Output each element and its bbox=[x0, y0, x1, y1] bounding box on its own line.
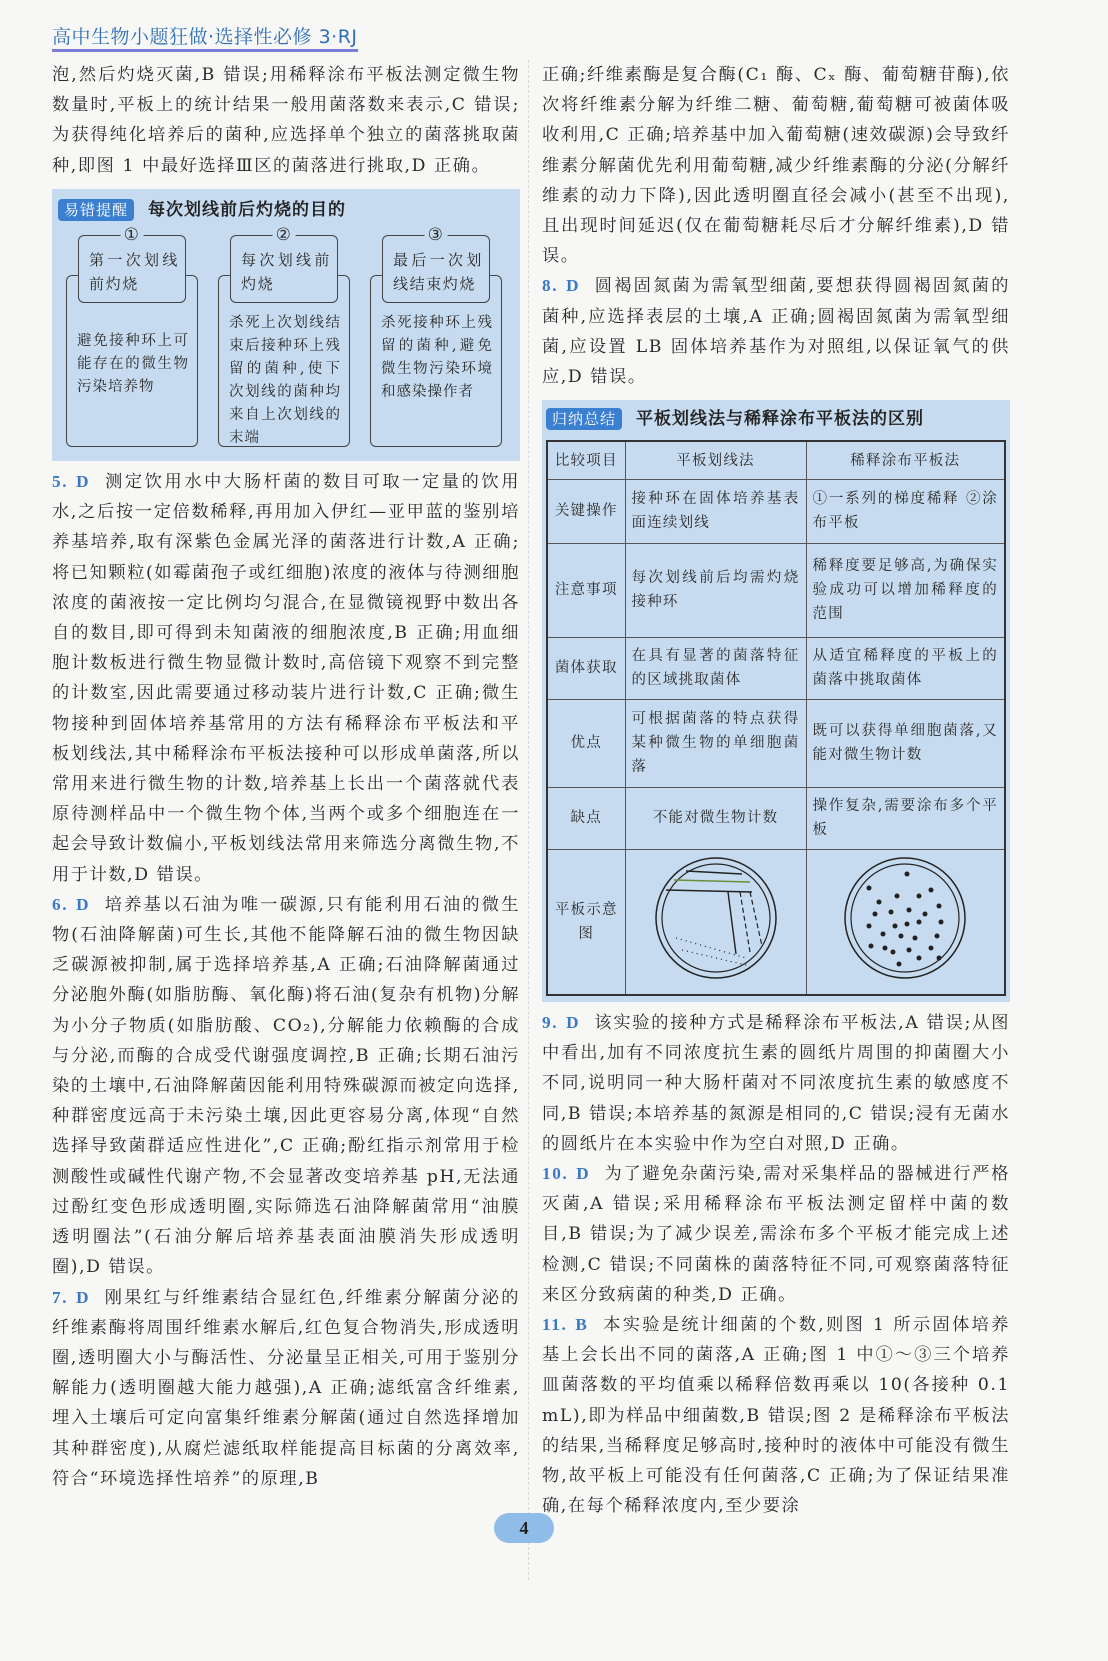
spread-plate-icon bbox=[835, 854, 975, 982]
table-cell: 关键操作 bbox=[547, 479, 625, 543]
step-card bbox=[66, 225, 198, 447]
step-description: 杀死接种环上残留的菌种,避免微生物污染环境和感染操作者 bbox=[370, 275, 502, 447]
table-cell: 注意事项 bbox=[547, 543, 625, 637]
page-number: 4 bbox=[494, 1513, 554, 1543]
table-cell: 平板示意图 bbox=[547, 849, 625, 995]
step-number: ① bbox=[121, 225, 144, 245]
left-column bbox=[52, 60, 520, 1494]
answer-9 bbox=[542, 1008, 1010, 1159]
answer-text: 本实验是统计细菌的个数,则图 1 所示固体培养基上会长出不同的菌落,A 正确;图 1 中①～③三个培养皿菌落数的平均值乘以稀释倍数再乘以 10(各接种 0.1 mL),即为样品中细菌数,B 错误;图 2 是稀释涂布平板法的结果,当稀释度足够高时,接种时的液体中可能没有微生物,故平板上可能没有任何菌落,C 正确;为了保证结果准确,在每个稀释浓度内,至少要涂 bbox=[542, 1314, 1010, 1517]
table-cell: 菌体获取 bbox=[547, 637, 625, 699]
flame-steps bbox=[58, 225, 510, 447]
table-cell: ①一系列的梯度稀释 ②涂布平板 bbox=[806, 479, 1005, 543]
answer-10 bbox=[542, 1159, 1010, 1310]
tip-box bbox=[52, 189, 520, 461]
step-number: ② bbox=[273, 225, 296, 245]
table-cell: 操作复杂,需要涂布多个平板 bbox=[806, 787, 1005, 849]
question-number: 8. D bbox=[542, 276, 581, 296]
answer-7 bbox=[52, 1283, 520, 1494]
question-number: 6. D bbox=[52, 894, 91, 914]
answer-text: 该实验的接种方式是稀释涂布平板法,A 错误;从图中看出,加有不同浓度抗生素的圆纸片周围的抑菌圈大小不同,说明同一种大肠杆菌对不同浓度抗生素的敏感度不同,B 错误;本培养基的氮源是相同的,C 错误;浸有无菌水的圆纸片在本实验中作为空白对照,D 正确。 bbox=[542, 1012, 1010, 1154]
table-header: 比较项目 bbox=[547, 441, 625, 479]
table-cell: 每次划线前后均需灼烧接种环 bbox=[625, 543, 806, 637]
answer-text: 刚果红与纤维素结合显红色,纤维素分解菌分泌的纤维素酶将周围纤维素水解后,红色复合物消失,形成透明圈,透明圈大小与酶活性、分泌量呈正相关,可用于鉴别分解能力(透明圈越大能力越强),A 正确;滤纸富含纤维素,埋入土壤后可定向富集纤维素分解菌(通过自然选择增加其种群密度),从腐烂滤纸取样能提高目标菌的分离效率,符合“环境选择性培养”的原理,B bbox=[52, 1287, 520, 1489]
streak-plate-icon bbox=[646, 854, 786, 982]
table-cell: 在具有显著的菌落特征的区域挑取菌体 bbox=[625, 637, 806, 699]
book-header-title: 高中生物小题狂做·选择性必修 3·RJ bbox=[52, 22, 358, 52]
table-cell: 缺点 bbox=[547, 787, 625, 849]
table-header: 稀释涂布平板法 bbox=[806, 441, 1005, 479]
table-header-row bbox=[547, 441, 1005, 479]
answer-text: 培养基以石油为唯一碳源,只有能利用石油的微生物(石油降解菌)可生长,其他不能降解石油的微生物因缺乏碳源被抑制,属于选择培养基,A 正确;石油降解菌通过分泌胞外酶(如脂肪酶、氧化酶)将石油(复杂有机物)分解为小分子物质(如脂肪酸、CO₂),分解能力依赖酶的合成与分泌,而酶的合成受代谢强度调控,B 正确;长期石油污染的土壤中,石油降解菌因能利用特殊碳源而被定向选择,种群密度远高于未污染土壤,因此更容易分离,体现“自然选择导致菌群适应性进化”,C 正确;酚红指示剂常用于检测酸性或碱性代谢产物,不会显著改变培养基 pH,无法通过酚红变色形成透明圈,实际筛选石油降解菌常用“油膜透明圈法”(石油分解后培养基表面油膜消失形成透明圈),D 错误。 bbox=[52, 894, 520, 1278]
table-cell: 可根据菌落的特点获得某种微生物的单细胞菌落 bbox=[625, 699, 806, 787]
table-row bbox=[547, 479, 1005, 543]
tip-title: 每次划线前后灼烧的目的 bbox=[148, 199, 347, 220]
step-description: 杀死上次划线结束后接种环上残留的菌种,使下次划线的菌种均来自上次划线的末端 bbox=[218, 275, 350, 447]
table-row bbox=[547, 543, 1005, 637]
answer-8 bbox=[542, 271, 1010, 392]
table-row bbox=[547, 637, 1005, 699]
step-card bbox=[218, 225, 350, 447]
question-number: 5. D bbox=[52, 472, 91, 492]
spread-plate-diagram bbox=[806, 849, 1005, 995]
answer-text: 为了避免杂菌污染,需对采集样品的器械进行严格灭菌,A 错误;采用稀释涂布平板法测定留样中菌的数目,B 错误;为了减少误差,需涂布多个平板才能完成上述检测,C 错误;不同菌株的菌落特征不同,可观察菌落特征来区分致病菌的种类,D 正确。 bbox=[542, 1163, 1010, 1305]
column-divider bbox=[528, 60, 529, 1580]
summary-box bbox=[542, 400, 1010, 1002]
table-row bbox=[547, 699, 1005, 787]
table-cell: 不能对微生物计数 bbox=[625, 787, 806, 849]
table-row bbox=[547, 849, 1005, 995]
table-cell: 从适宜稀释度的平板上的菌落中挑取菌体 bbox=[806, 637, 1005, 699]
step-heading: 第一次划线前灼烧 bbox=[89, 251, 179, 294]
answer-6 bbox=[52, 890, 520, 1283]
step-card bbox=[370, 225, 502, 447]
table-row bbox=[547, 787, 1005, 849]
answer-text: 测定饮用水中大肠杆菌的数目可取一定量的饮用水,之后按一定倍数稀释,再用加入伊红—亚甲蓝的鉴别培养基培养,取有深紫色金属光泽的菌落进行计数,A 正确;将已知颗粒(如霉菌孢子或红细胞)浓度的液体与待测细胞浓度的菌液按一定比例均匀混合,在显微镜视野中数出各自的数目,即可得到未知菌液的细胞浓度,B 正确;用血细胞计数板进行微生物显微计数时,高倍镜下观察不到完整的计数室,因此需要通过移动装片进行计数,C 正确;微生物接种到固体培养基常用的方法有稀释涂布平板法和平板划线法,其中稀释涂布平板法接种可以形成单菌落,所以常用来进行微生物的计数,培养基上长出一个菌落就代表原待测样品中一个微生物个体,当两个或多个细胞连在一起会导致计数偏小,平板划线法常用来筛选分离微生物,不用于计数,D 错误。 bbox=[52, 472, 520, 885]
summary-badge: 归纳总结 bbox=[546, 408, 622, 430]
step-description: 避免接种环上可能存在的微生物污染培养物 bbox=[66, 275, 198, 447]
answer-7-continuation: 正确;纤维素酶是复合酶(C₁ 酶、Cₓ 酶、葡萄糖苷酶),依次将纤维素分解为纤维二糖、葡萄糖,葡萄糖可被菌体吸收利用,C 正确;培养基中加入葡萄糖(速效碳源)会导致纤维素分解菌优先利用葡萄糖,减少纤维素酶的分泌(分解纤维素的动力下降),因此透明圈直径会减小(甚至不出现),且出现时间延迟(仅在葡萄糖耗尽后才分解纤维素),D 错误。 bbox=[542, 65, 1010, 267]
table-cell: 稀释度要足够高,为确保实验成功可以增加稀释度的范围 bbox=[806, 543, 1005, 637]
comparison-table bbox=[546, 440, 1006, 996]
answer-continuation: 泡,然后灼烧灭菌,B 错误;用稀释涂布平板法测定微生物数量时,平板上的统计结果一般用菌落数来表示,C 错误;为获得纯化培养后的菌种,应选择单个独立的菌落挑取菌种,即图 1 中最好选择Ⅲ区的菌落进行挑取,D 正确。 bbox=[52, 65, 520, 176]
question-number: 9. D bbox=[542, 1012, 581, 1032]
step-heading: 最后一次划线结束灼烧 bbox=[393, 251, 483, 294]
tip-badge: 易错提醒 bbox=[58, 199, 134, 221]
answer-5 bbox=[52, 467, 520, 890]
summary-title: 平板划线法与稀释涂布平板法的区别 bbox=[636, 409, 925, 430]
table-header: 平板划线法 bbox=[625, 441, 806, 479]
question-number: 11. B bbox=[542, 1314, 589, 1334]
right-column bbox=[542, 60, 1010, 1521]
answer-11 bbox=[542, 1310, 1010, 1521]
step-heading: 每次划线前灼烧 bbox=[241, 251, 331, 294]
streak-plate-diagram bbox=[625, 849, 806, 995]
step-number: ③ bbox=[425, 225, 448, 245]
table-cell: 接种环在固体培养基表面连续划线 bbox=[625, 479, 806, 543]
answer-text: 圆褐固氮菌为需氧型细菌,要想获得圆褐固氮菌的菌种,应选择表层的土壤,A 正确;圆褐固氮菌为需氧型细菌,应设置 LB 固体培养基作为对照组,以保证氧气的供应,D 错误。 bbox=[542, 276, 1010, 388]
question-number: 7. D bbox=[52, 1287, 91, 1307]
table-cell: 既可以获得单细胞菌落,又能对微生物计数 bbox=[806, 699, 1005, 787]
table-cell: 优点 bbox=[547, 699, 625, 787]
question-number: 10. D bbox=[542, 1163, 591, 1183]
